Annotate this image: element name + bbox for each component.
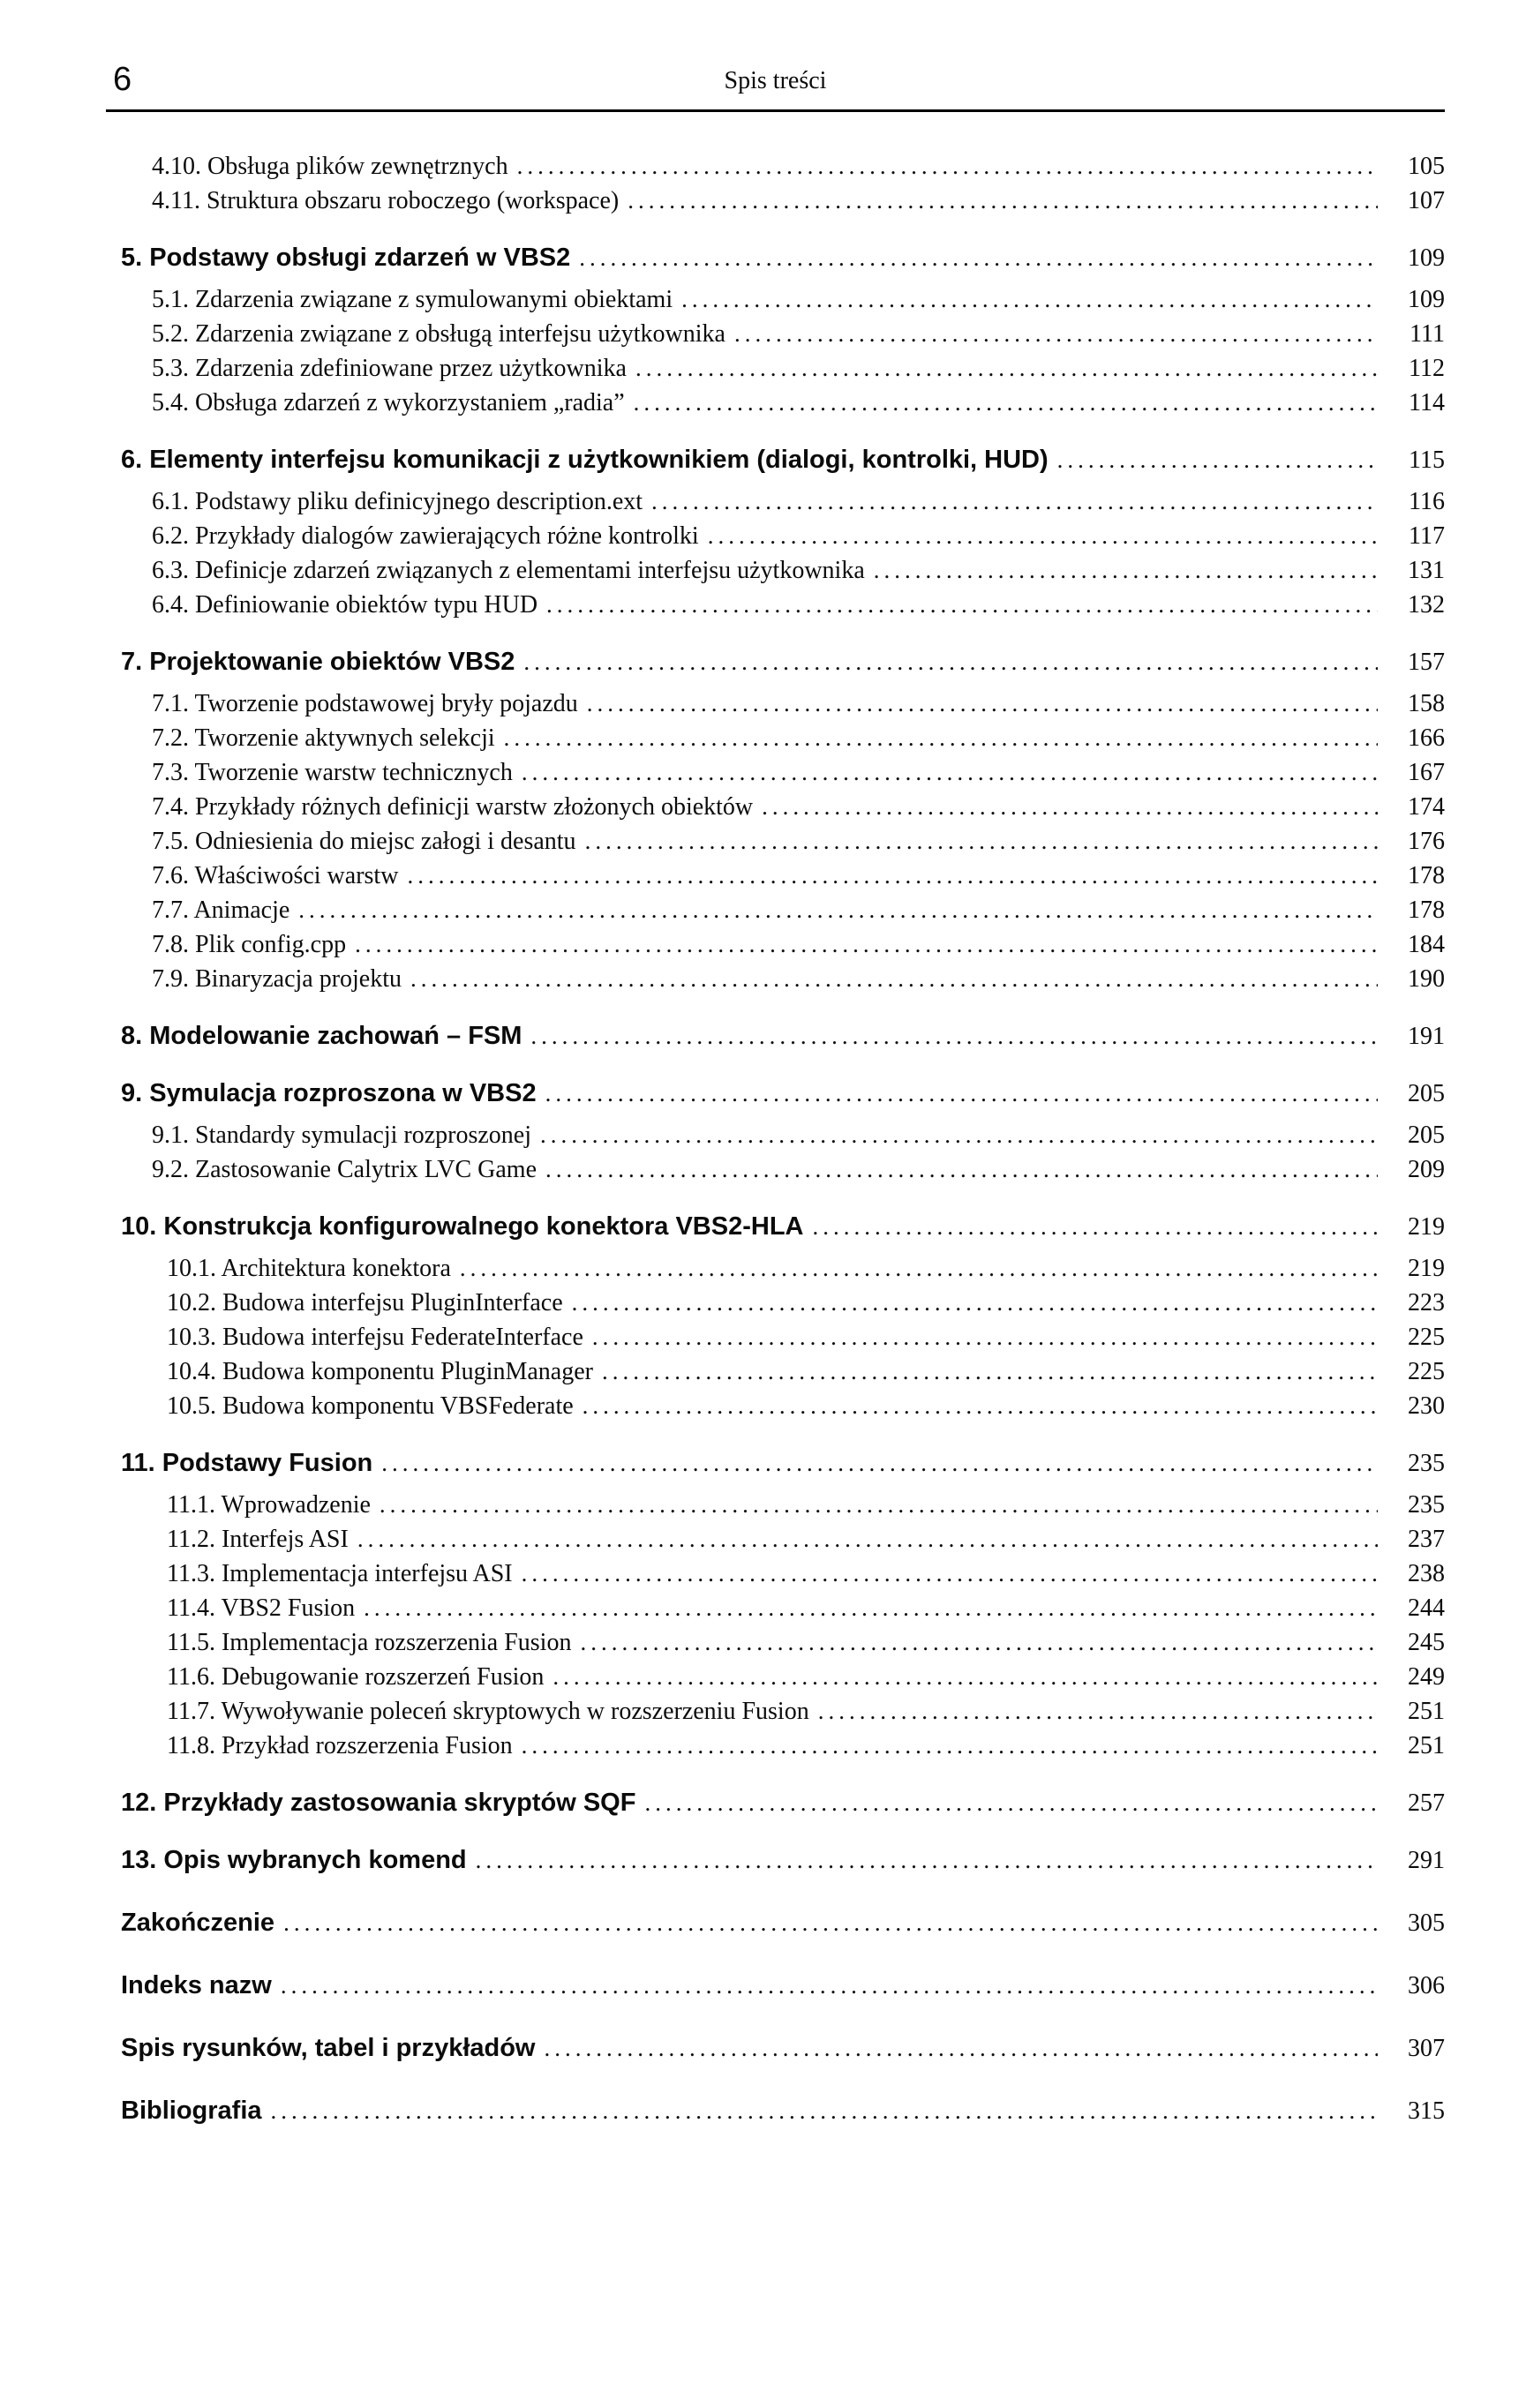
toc-leader-dots xyxy=(681,282,1378,316)
toc-entry-label: Bibliografia xyxy=(121,2097,262,2125)
toc-leader-dots xyxy=(545,2031,1379,2065)
toc-entry-label: 6.3. Definicje zdarzeń związanych z elementami interfejsu użytkownika xyxy=(152,557,865,584)
toc-leader-dots xyxy=(517,149,1378,183)
toc-entry-label: 12. Przykłady zastosowania skryptów SQF xyxy=(121,1789,636,1817)
toc-entry-page: 157 xyxy=(1408,649,1445,676)
toc-entry-page: 111 xyxy=(1409,320,1445,348)
toc-leader-dots xyxy=(553,1660,1378,1693)
toc-entry-label: 9.1. Standardy symulacji rozproszonej xyxy=(152,1121,532,1149)
toc-entry xyxy=(121,282,1445,317)
toc-entry xyxy=(121,962,1445,996)
toc-entry-page: 116 xyxy=(1409,488,1445,515)
toc-entry-page: 190 xyxy=(1408,965,1445,993)
toc-entry xyxy=(121,1320,1445,1354)
toc-entry-page: 238 xyxy=(1408,1560,1445,1587)
toc-leader-dots xyxy=(580,1625,1378,1659)
toc-entry-page: 219 xyxy=(1408,1213,1445,1241)
toc-entry xyxy=(121,1354,1445,1389)
toc-entry xyxy=(121,1591,1445,1625)
toc-entry-label: 7.3. Tworzenie warstw technicznych xyxy=(152,759,513,786)
toc-entry-page: 109 xyxy=(1408,286,1445,313)
toc-entry xyxy=(121,1019,1445,1054)
toc-entry-label: 5.2. Zdarzenia związane z obsługą interfejsu użytkownika xyxy=(152,320,725,348)
toc-entry xyxy=(121,241,1445,275)
toc-entry-label: 11.4. VBS2 Fusion xyxy=(167,1594,356,1622)
toc-leader-dots xyxy=(476,1843,1378,1877)
toc-entry-label: 7.7. Animacje xyxy=(152,896,290,924)
running-header xyxy=(106,49,1445,104)
toc-entry-page: 235 xyxy=(1408,1491,1445,1519)
toc-entry xyxy=(121,519,1445,553)
toc-leader-dots xyxy=(644,1786,1378,1819)
toc-leader-dots xyxy=(1057,443,1378,476)
toc-entry xyxy=(121,686,1445,721)
toc-entry-page: 205 xyxy=(1408,1080,1445,1107)
toc-entry-page: 245 xyxy=(1408,1629,1445,1656)
toc-entry-label: 11.7. Wywoływanie poleceń skryptowych w rozszerzeniu Fusion xyxy=(167,1698,809,1725)
toc-entry-page: 117 xyxy=(1409,522,1445,550)
toc-list xyxy=(106,149,1445,2128)
toc-entry-page: 230 xyxy=(1408,1392,1445,1420)
toc-leader-dots xyxy=(271,2094,1378,2127)
toc-leader-dots xyxy=(522,1557,1378,1590)
toc-entry-page: 209 xyxy=(1408,1156,1445,1183)
toc-entry xyxy=(121,1488,1445,1522)
toc-entry xyxy=(121,1906,1445,1940)
toc-entry-page: 291 xyxy=(1408,1847,1445,1874)
toc-leader-dots xyxy=(522,1729,1378,1762)
toc-leader-dots xyxy=(381,1446,1378,1480)
toc-entry xyxy=(121,1786,1445,1820)
toc-entry-label: 9.2. Zastosowanie Calytrix LVC Game xyxy=(152,1156,537,1183)
toc-entry xyxy=(121,1694,1445,1729)
toc-entry-label: 7.6. Właściwości warstw xyxy=(152,862,399,889)
toc-entry-page: 244 xyxy=(1408,1594,1445,1622)
toc-entry-label: 11.2. Interfejs ASI xyxy=(167,1526,349,1553)
toc-entry xyxy=(121,184,1445,218)
toc-entry-page: 184 xyxy=(1408,931,1445,958)
toc-entry-label: 6. Elementy interfejsu komunikacji z użytkownikiem (dialogi, kontrolki, HUD) xyxy=(121,446,1049,474)
toc-entry-page: 131 xyxy=(1408,557,1445,584)
toc-entry-page: 315 xyxy=(1408,2097,1445,2125)
toc-entry-label: 7. Projektowanie obiektów VBS2 xyxy=(121,648,515,676)
toc-entry-page: 251 xyxy=(1408,1698,1445,1725)
toc-leader-dots xyxy=(734,317,1378,350)
toc-leader-dots xyxy=(281,1969,1378,2002)
toc-entry-page: 115 xyxy=(1409,446,1445,474)
toc-entry-label: 4.11. Struktura obszaru roboczego (workspace) xyxy=(152,187,620,214)
toc-entry-label: Indeks nazw xyxy=(121,1971,272,1999)
toc-leader-dots xyxy=(407,859,1378,892)
toc-entry-label: 10.5. Budowa komponentu VBSFederate xyxy=(167,1392,574,1420)
toc-entry xyxy=(121,1389,1445,1423)
toc-leader-dots xyxy=(504,721,1378,754)
toc-entry xyxy=(121,893,1445,927)
toc-entry-page: 307 xyxy=(1408,2035,1445,2062)
toc-entry-label: 11.6. Debugowanie rozszerzeń Fusion xyxy=(167,1663,545,1691)
toc-entry-label: 6.2. Przykłady dialogów zawierających różne kontrolki xyxy=(152,522,699,550)
toc-leader-dots xyxy=(546,588,1378,621)
toc-entry-label: 13. Opis wybranych komend xyxy=(121,1846,467,1874)
toc-entry xyxy=(121,1251,1445,1286)
toc-entry-page: 178 xyxy=(1408,896,1445,924)
toc-entry-label: 10.4. Budowa komponentu PluginManager xyxy=(167,1358,593,1385)
toc-entry xyxy=(121,1522,1445,1557)
toc-entry-page: 191 xyxy=(1408,1023,1445,1050)
toc-entry-page: 305 xyxy=(1408,1909,1445,1937)
toc-entry-label: 11. Podstawy Fusion xyxy=(121,1449,373,1477)
toc-entry xyxy=(121,1843,1445,1878)
toc-entry xyxy=(121,443,1445,477)
toc-entry-label: Zakończenie xyxy=(121,1909,275,1937)
toc-leader-dots xyxy=(587,686,1378,720)
toc-entry xyxy=(121,1625,1445,1660)
toc-entry xyxy=(121,1660,1445,1694)
toc-entry xyxy=(121,721,1445,755)
toc-entry-label: Spis rysunków, tabel i przykładów xyxy=(121,2034,536,2062)
toc-entry-page: 132 xyxy=(1408,591,1445,619)
toc-entry-page: 237 xyxy=(1408,1526,1445,1553)
toc-entry xyxy=(121,484,1445,519)
toc-entry xyxy=(121,1969,1445,2003)
toc-entry xyxy=(121,351,1445,386)
toc-entry-page: 249 xyxy=(1408,1663,1445,1691)
toc-leader-dots xyxy=(545,1152,1378,1186)
toc-leader-dots xyxy=(634,386,1378,419)
header-rule xyxy=(106,109,1445,112)
toc-entry xyxy=(121,317,1445,351)
toc-leader-dots xyxy=(812,1210,1378,1243)
toc-leader-dots xyxy=(572,1286,1378,1319)
running-title: Spis treści xyxy=(724,67,827,94)
toc-entry-page: 225 xyxy=(1408,1358,1445,1385)
toc-entry-label: 5. Podstawy obsługi zdarzeń w VBS2 xyxy=(121,244,571,272)
toc-entry-page: 257 xyxy=(1408,1789,1445,1817)
toc-entry-page: 225 xyxy=(1408,1324,1445,1351)
toc-leader-dots xyxy=(628,184,1378,217)
toc-entry xyxy=(121,645,1445,679)
toc-entry-page: 107 xyxy=(1408,187,1445,214)
toc-entry-label: 11.8. Przykład rozszerzenia Fusion xyxy=(167,1732,513,1759)
toc-leader-dots xyxy=(540,1118,1378,1151)
toc-entry-label: 7.5. Odniesienia do miejsc załogi i desantu xyxy=(152,828,576,855)
toc-entry xyxy=(121,1210,1445,1244)
toc-entry xyxy=(121,1286,1445,1320)
toc-entry-page: 306 xyxy=(1408,1972,1445,1999)
page-number: 6 xyxy=(113,61,132,98)
toc-leader-dots xyxy=(522,755,1378,789)
toc-entry xyxy=(121,927,1445,962)
toc-leader-dots xyxy=(380,1488,1378,1521)
toc-leader-dots xyxy=(523,645,1378,679)
toc-leader-dots xyxy=(585,824,1378,858)
toc-entry xyxy=(121,1076,1445,1111)
toc-entry-page: 114 xyxy=(1409,389,1445,416)
toc-entry xyxy=(121,824,1445,859)
toc-entry-label: 10. Konstrukcja konfigurowalnego konektora VBS2-HLA xyxy=(121,1212,804,1241)
toc-entry-page: 205 xyxy=(1408,1121,1445,1149)
toc-entry xyxy=(121,1152,1445,1187)
toc-entry xyxy=(121,2031,1445,2066)
toc-entry xyxy=(121,386,1445,420)
toc-entry-label: 6.1. Podstawy pliku definicyjnego description.ext xyxy=(152,488,643,515)
toc-leader-dots xyxy=(283,1906,1378,1939)
toc-entry-label: 5.1. Zdarzenia związane z symulowanymi obiektami xyxy=(152,286,673,313)
toc-entry-page: 235 xyxy=(1408,1450,1445,1477)
toc-entry-label: 11.1. Wprowadzenie xyxy=(167,1491,371,1519)
toc-entry xyxy=(121,149,1445,184)
toc-entry xyxy=(121,1729,1445,1763)
toc-leader-dots xyxy=(708,519,1378,552)
toc-entry-page: 109 xyxy=(1408,244,1445,272)
toc-leader-dots xyxy=(651,484,1378,518)
toc-leader-dots xyxy=(762,790,1378,823)
toc-entry xyxy=(121,2094,1445,2128)
toc-leader-dots xyxy=(530,1019,1378,1053)
toc-entry xyxy=(121,553,1445,588)
toc-leader-dots xyxy=(460,1251,1378,1285)
toc-leader-dots xyxy=(355,927,1378,961)
toc-entry xyxy=(121,755,1445,790)
toc-entry-page: 176 xyxy=(1408,828,1445,855)
toc-entry-label: 10.1. Architektura konektora xyxy=(167,1255,451,1282)
toc-entry-page: 105 xyxy=(1408,153,1445,180)
toc-entry-label: 5.4. Obsługa zdarzeń z wykorzystaniem „radia” xyxy=(152,389,625,416)
toc-entry-page: 112 xyxy=(1409,355,1445,382)
toc-entry-label: 6.4. Definiowanie obiektów typu HUD xyxy=(152,591,538,619)
toc-entry-page: 219 xyxy=(1408,1255,1445,1282)
toc-leader-dots xyxy=(298,893,1378,926)
toc-entry-label: 7.4. Przykłady różnych definicji warstw złożonych obiektów xyxy=(152,793,754,821)
toc-entry-page: 166 xyxy=(1408,724,1445,752)
toc-entry-page: 223 xyxy=(1408,1289,1445,1317)
toc-entry-label: 4.10. Obsługa plików zewnętrznych xyxy=(152,153,508,180)
toc-leader-dots xyxy=(818,1694,1378,1728)
toc-entry-page: 174 xyxy=(1408,793,1445,821)
toc-leader-dots xyxy=(602,1354,1378,1388)
toc-leader-dots xyxy=(874,553,1378,587)
toc-entry-page: 178 xyxy=(1408,862,1445,889)
toc-entry-label: 9. Symulacja rozproszona w VBS2 xyxy=(121,1079,537,1107)
toc-entry-label: 10.2. Budowa interfejsu PluginInterface xyxy=(167,1289,563,1317)
toc-entry-label: 5.3. Zdarzenia zdefiniowane przez użytkownika xyxy=(152,355,627,382)
toc-leader-dots xyxy=(545,1076,1378,1110)
toc-entry xyxy=(121,588,1445,622)
toc-entry xyxy=(121,790,1445,824)
toc-leader-dots xyxy=(357,1522,1378,1556)
toc-entry-label: 11.3. Implementacja interfejsu ASI xyxy=(167,1560,513,1587)
toc-entry-label: 8. Modelowanie zachowań – FSM xyxy=(121,1022,522,1050)
toc-entry-label: 7.1. Tworzenie podstawowej bryły pojazdu xyxy=(152,690,578,717)
toc-entry xyxy=(121,1446,1445,1481)
toc-entry xyxy=(121,1118,1445,1152)
toc-entry-page: 251 xyxy=(1408,1732,1445,1759)
toc-entry-label: 7.9. Binaryzacja projektu xyxy=(152,965,402,993)
toc-entry-page: 158 xyxy=(1408,690,1445,717)
toc-leader-dots xyxy=(579,241,1378,274)
toc-entry xyxy=(121,859,1445,893)
toc-entry-label: 10.3. Budowa interfejsu FederateInterface xyxy=(167,1324,583,1351)
toc-leader-dots xyxy=(635,351,1378,385)
toc-leader-dots xyxy=(410,962,1378,995)
toc-entry-page: 167 xyxy=(1408,759,1445,786)
toc-entry-label: 7.8. Plik config.cpp xyxy=(152,931,347,958)
toc-leader-dots xyxy=(592,1320,1378,1354)
toc-leader-dots xyxy=(583,1389,1378,1422)
toc-entry-label: 11.5. Implementacja rozszerzenia Fusion xyxy=(167,1629,572,1656)
toc-entry-label: 7.2. Tworzenie aktywnych selekcji xyxy=(152,724,495,752)
toc-entry xyxy=(121,1557,1445,1591)
toc-leader-dots xyxy=(364,1591,1378,1624)
